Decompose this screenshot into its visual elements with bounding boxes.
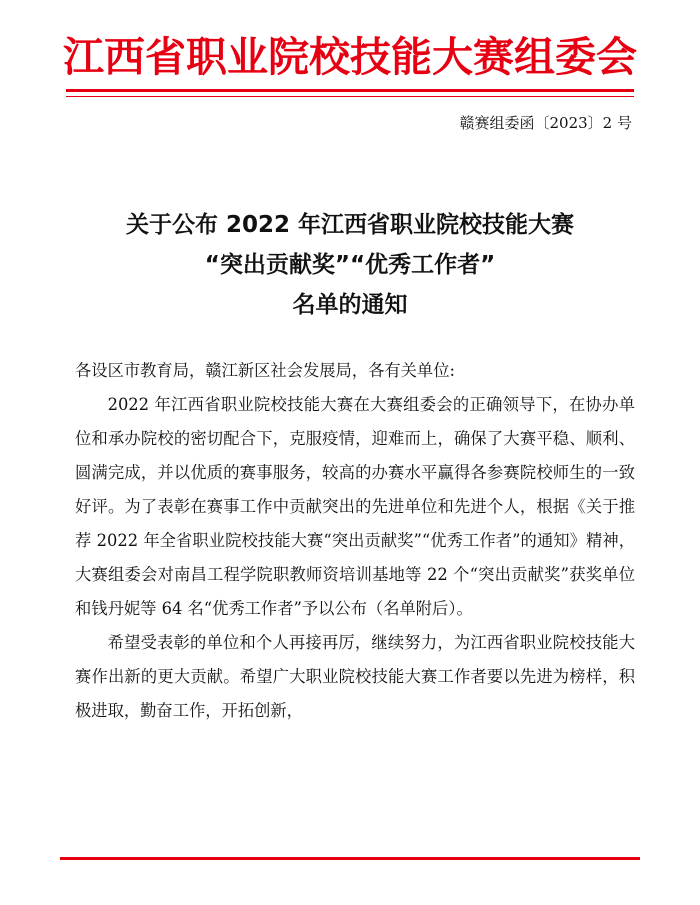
- footer-red-rule: [60, 857, 640, 860]
- header-red-rule-thick: [66, 89, 634, 92]
- body-paragraph-1: 2022 年江西省职业院校技能大赛在大赛组委会的正确领导下，在协办单位和承办院校的密切配合下，克服疫情，迎难而上，确保了大赛平稳、顺利、圆满完成，并以优质的赛事服务，较高的办赛水平赢得各参赛院校师生的一致好评。为了表彰在赛事工作中贡献突出的先进单位和先进个人，根据《关于推荐 2022 年全省职业院校技能大赛“突出贡献奖”“优秀工作者”的通知》精神，大赛组委会对南昌工程学院职教师资培训基地等 22 个“突出贡献奖”获奖单位和钱丹妮等 64 名“优秀工作者”予以公布（名单附后）。: [75, 395, 635, 618]
- title-line-2: “突出贡献奖”“优秀工作者”: [204, 252, 496, 278]
- title-line-3: 名单的通知: [292, 292, 408, 318]
- salutation: 各设区市教育局，赣江新区社会发展局，各有关单位:: [75, 361, 455, 380]
- header-red-rule-thin: [66, 96, 634, 97]
- title-line-1: 关于公布 2022 年江西省职业院校技能大赛: [125, 212, 575, 238]
- document-body: [75, 354, 635, 728]
- issuing-organization-header: 江西省职业院校技能大赛组委会: [63, 33, 637, 81]
- document-number: 赣赛组委函〔2023〕2 号: [459, 114, 632, 132]
- body-paragraph-2: 希望受表彰的单位和个人再接再厉，继续努力，为江西省职业院校技能大赛作出新的更大贡献。希望广大职业院校技能大赛工作者要以先进为榜样，积极进取，勤奋工作，开拓创新，: [75, 633, 635, 720]
- document-title: [40, 205, 660, 325]
